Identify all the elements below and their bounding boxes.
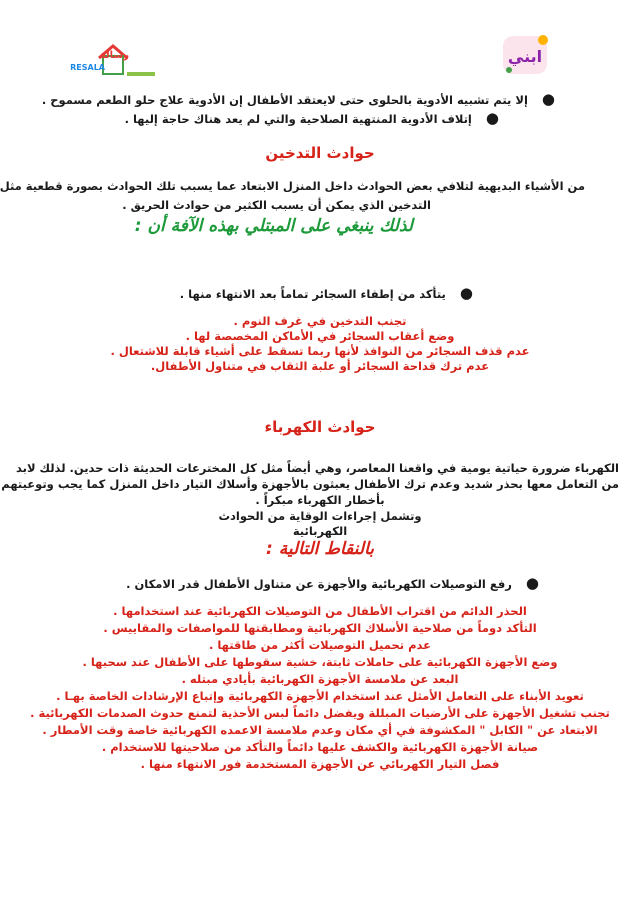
smoking-item-4: عدم ترك قداحة السجائر أو علبة الثقاب في متناول الأطفال. <box>150 359 490 373</box>
intro-bullet-1-text: إلا يتم تشبيه الأدوية بالحلوى حتى لايعتقد الأطفال إن الأدوية علاج حلو الطعم مسموح . <box>41 93 528 107</box>
smoking-item-2: وضع أعقاب السجائر في الأماكن المخصصة لها . <box>185 329 455 343</box>
intro-bullet-2-text: إتلاف الأدوية المنتهية الصلاحية والتي لم يعد هناك حاجة إليها . <box>124 112 472 126</box>
electricity-item-8: الابتعاد عن " الكابل " المكشوفة في أي مكان وعدم ملامسة الاعمده الكهربائية خاصة وقت الأمطار . <box>42 723 598 737</box>
electricity-item-9: صيانة الأجهزة الكهربائية والكشف عليها دائماً والتأكد من صلاحيتها للاستخدام . <box>101 740 539 754</box>
electricity-item-2: التأكد دوماً من صلاحية الأسلاك الكهربائية ومطابقتها للمواصفات والمقاييس . <box>103 621 537 635</box>
electricity-para-line2: من التعامل معها بحذر شديد وعدم ترك الأطفال يعبثون بالأجهزة وأسلاك التيار داخل المنزل كما يجب وتوعيتهم <box>1 477 619 491</box>
electricity-title: حوادث الكهرباء <box>264 418 376 436</box>
electricity-item-7: تجنب تشغيل الأجهزة على الأرضيات المبللة ويفضل دائماً لبس الأحذية لتمنع حدوث الصدمات الكهربائية . <box>30 706 610 720</box>
smoking-title: حوادث التدخين <box>265 144 375 162</box>
smoking-item-3: عدم قذف السجائر من النوافذ لأنها ربما تسقط على أشياء قابلة للاشتعال . <box>110 344 530 358</box>
smoking-para-line1: من الأشياء البديهية لتلافي بعض الحوادث داخل المنزل الابتعاد عما يسبب تلك الحوادث بصورة قطعية مثل <box>0 179 585 193</box>
electricity-para-line1: الكهرباء ضرورة حياتية يومية في واقعنا المعاصر، وهي أيضاً مثل كل المخترعات الحديثة ذات حدين. لذلك لابد <box>16 461 619 475</box>
logo-left-sub: RESALA <box>70 63 105 72</box>
intro-bullet-1 <box>42 91 555 108</box>
ibni-logo <box>497 26 553 82</box>
electricity-item-5: البعد عن ملامسة الأجهزة الكهربائية بأيادي مبتله . <box>181 672 459 686</box>
electricity-item-4: وضع الأجهزة الكهربائية على حاملات ثابتة، خشية سقوطها على الأطفال عند سحبها . <box>82 655 558 669</box>
logo-right-brand: ابني <box>507 47 543 66</box>
smoking-para-line2: التدخين الذي يمكن أن يسبب الكثير من حوادث الحريق . <box>122 198 431 212</box>
electricity-para-line5: الكهربائية <box>292 524 348 538</box>
electricity-bullet <box>126 575 539 592</box>
smoking-bullet <box>180 285 473 302</box>
smoking-subtitle: لذلك ينبغي على المبتلي بهذه الآفة أن : <box>134 216 413 236</box>
bullet-dot: ● <box>485 109 499 127</box>
logo-left-brand: رسالة <box>99 50 129 61</box>
smoking-bullet-text: يتأكد من إطفاء السجائر تماماً بعد الانتهاء منها . <box>179 287 446 301</box>
bullet-dot: ● <box>459 284 473 302</box>
electricity-item-10: فصل التيار الكهربائي عن الأجهزة المستخدمة فور الانتهاء منها . <box>140 757 500 771</box>
electricity-item-3: عدم تحميل التوصيلات أكثر من طاقتها . <box>208 638 432 652</box>
bullet-dot: ● <box>525 574 539 592</box>
intro-bullet-2 <box>125 110 499 127</box>
electricity-item-1: الحذر الدائم من اقتراب الأطفال من التوصيلات الكهربائية عند استخدامها . <box>113 604 527 618</box>
electricity-para-line3: بأخطار الكهرباء مبكراً . <box>255 493 385 507</box>
smoking-item-1: تجنب التدخين في غرف النوم . <box>233 314 407 328</box>
bullet-dot: ● <box>541 90 555 108</box>
electricity-bullet-text: رفع التوصيلات الكهربائية والأجهزة عن متناول الأطفال قدر الامكان . <box>126 577 512 591</box>
electricity-subtitle: بالنقاط التالية : <box>266 539 374 559</box>
electricity-item-6: تعويد الأبناء على التعامل الأمثل عند استخدام الأجهزة الكهربائية وإتباع الإرشادات الخاصة بهـا . <box>56 689 584 703</box>
resala-logo <box>70 42 157 80</box>
electricity-para-line4: وتشمل إجراءات الوقاية من الحوادث <box>218 509 422 523</box>
